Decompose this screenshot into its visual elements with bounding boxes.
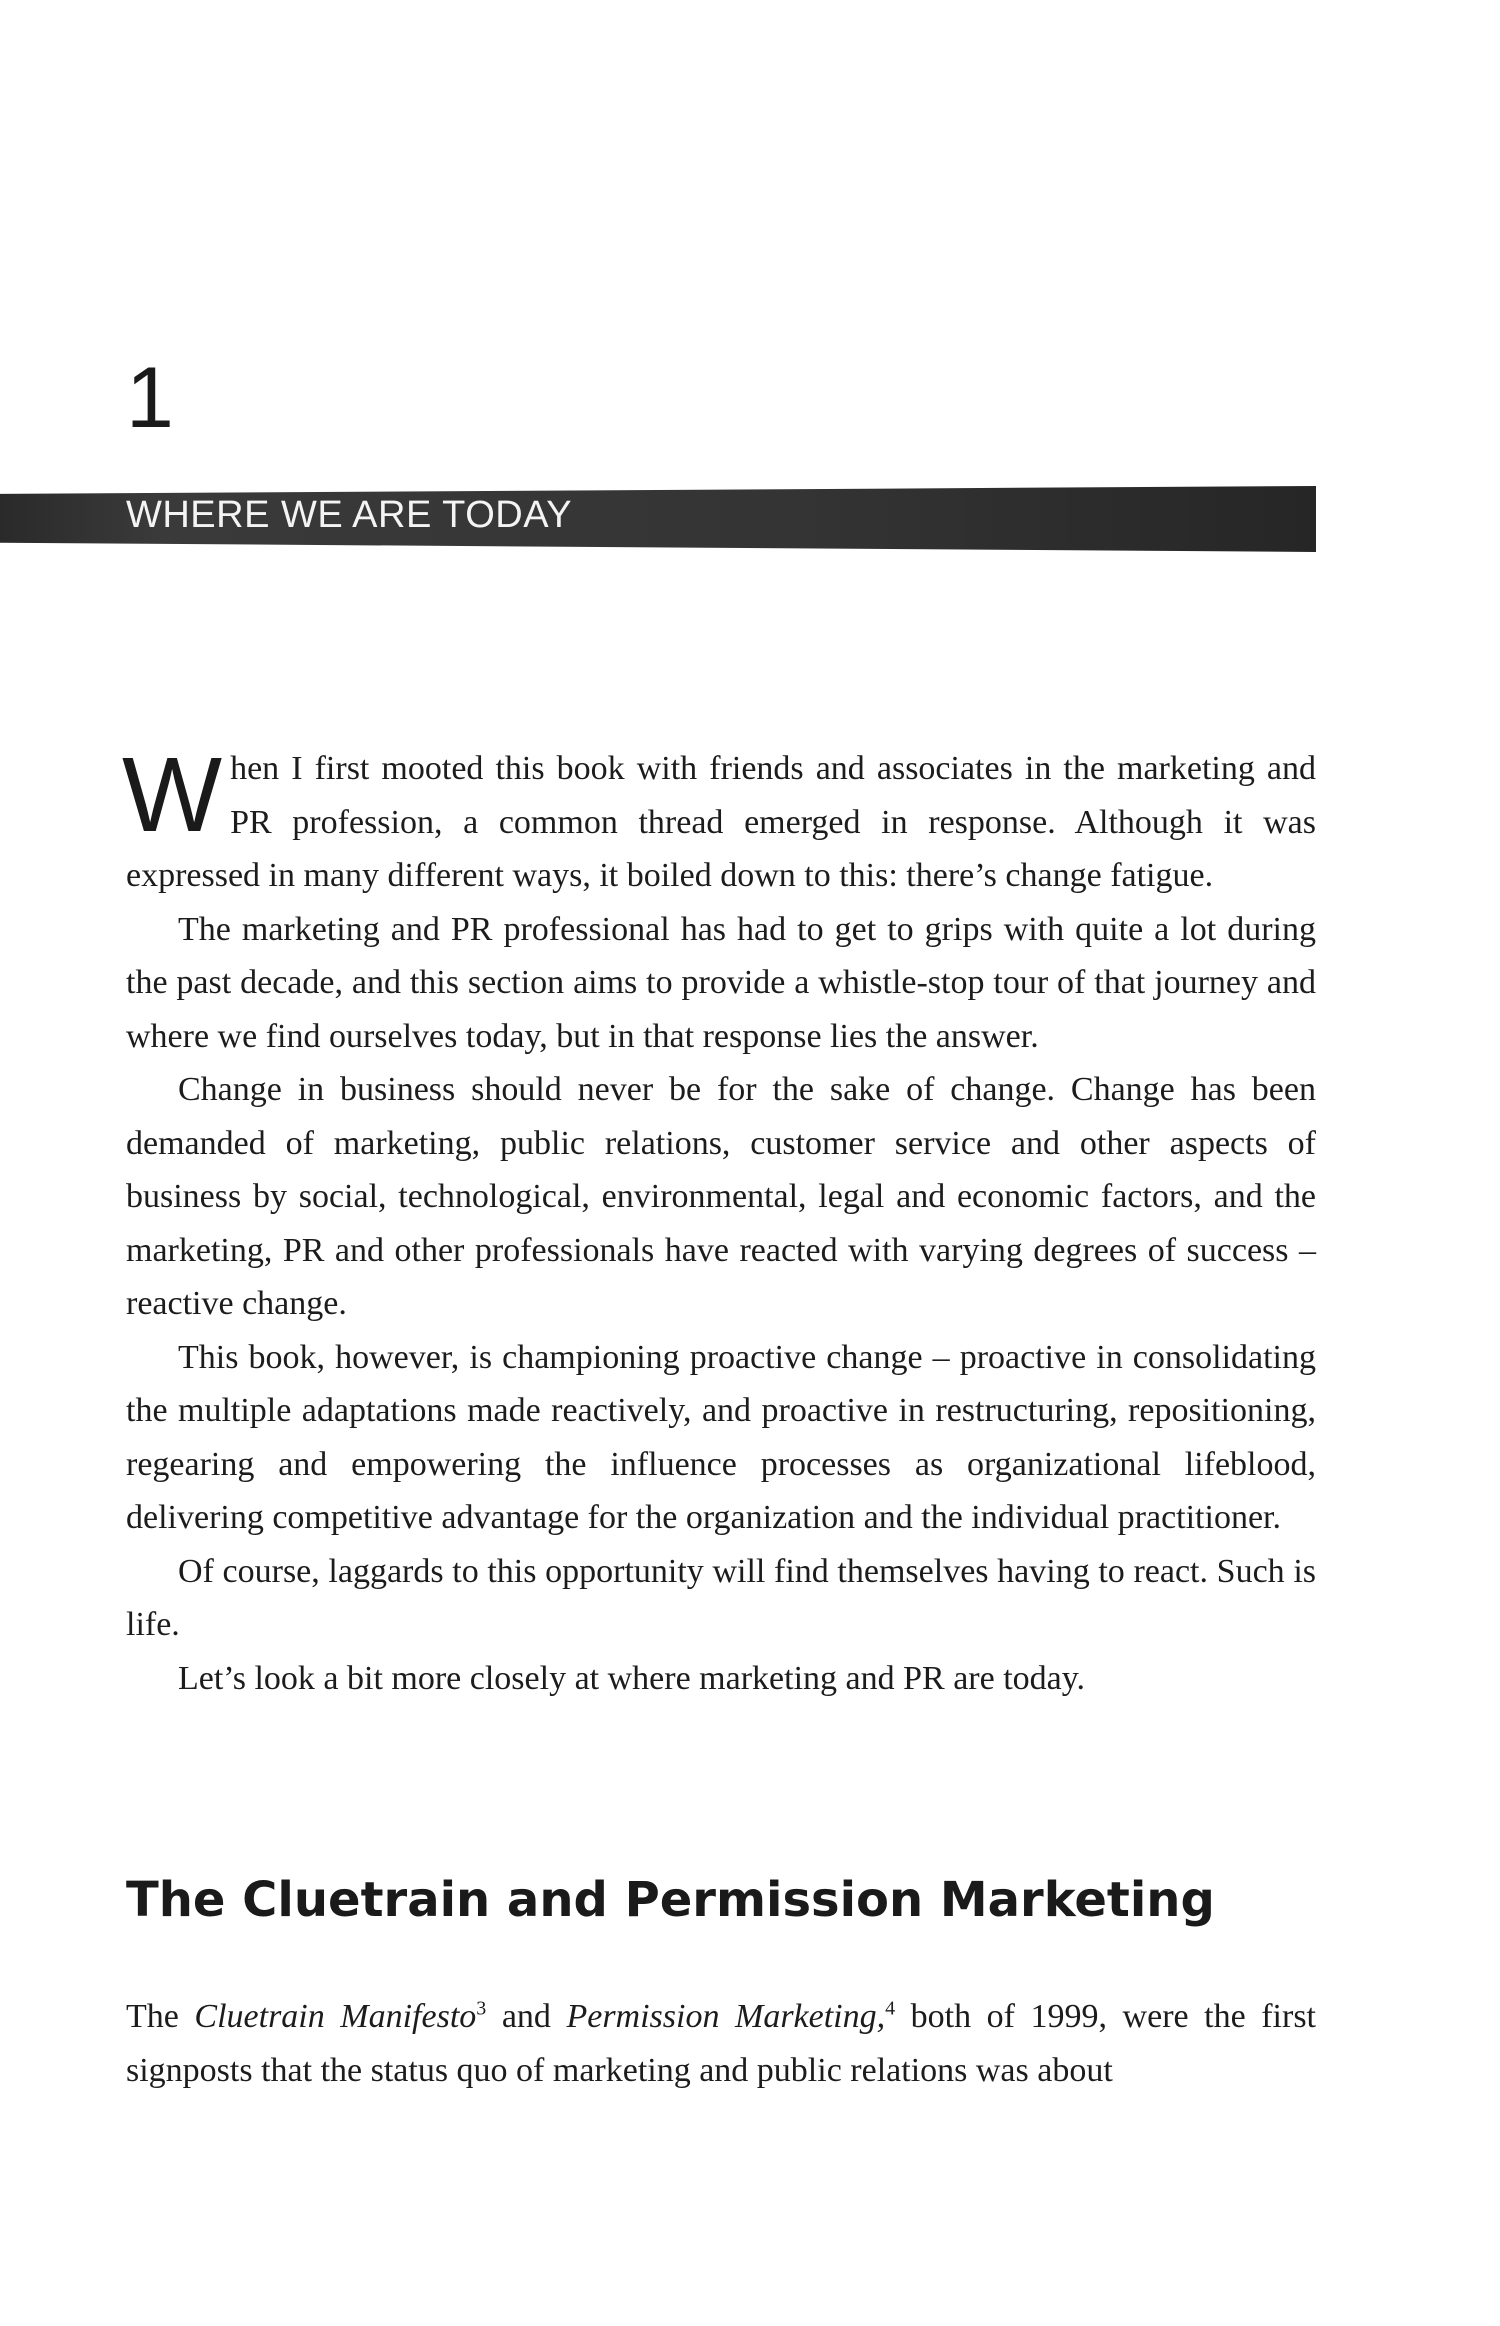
paragraph: This book, however, is championing proactive change – proactive in consolidating the multiple adaptations made reactively, and proactive in restructuring, repositioning, regearing and empowering the influence processes as organizational lifeblood, delivering competitive advantage for the organization and the individual practitioner. [126,1338,1316,1536]
drop-cap: W [122,736,223,854]
chapter-number: 1 [126,350,174,446]
paragraph: Change in business should never be for the sake of change. Change has been demanded of marketing, public relations, customer service and other aspects of business by social, technological, environmental, legal and economic factors, and the marketing, PR and other professionals have reacted with varying degrees of success – reactive change. [126,1071,1316,1322]
paragraph: The marketing and PR professional has had to get to grips with quite a lot during the past decade, and this section aims to provide a whistle-stop tour of that journey and where we find ourselves today, but in that response lies the answer. [126,910,1316,1055]
section-text-mid: and [486,1998,567,2035]
book-title-permission-marketing: Permission Marketing, [566,1998,886,2035]
paragraph: Of course, laggards to this opportunity will find themselves having to react. Such is life. [126,1552,1316,1643]
section-heading: The Cluetrain and Permission Marketing [126,1872,1215,1928]
section-text-start: The [126,1998,195,2035]
section-paragraph [126,1990,1316,2097]
section-text-end: both of 1999, were the first signposts that the status quo of marketing and public relations was about [126,1998,1316,2089]
footnote-ref-4: 4 [885,1997,896,2020]
chapter-body [122,736,1316,1705]
paragraph-text: hen I first mooted this book with friends and associates in the marketing and PR profession, a common thread emerged in response. Although it was expressed in many different ways, it boiled down to this: there’s change fatigue. [126,750,1316,894]
chapter-title: WHERE WE ARE TODAY [126,494,573,536]
book-title-cluetrain: Cluetrain Manifesto [194,1998,477,2035]
footnote-ref-3: 3 [476,1997,487,2020]
paragraph: Let’s look a bit more closely at where marketing and PR are today. [178,1659,1086,1697]
paragraph [122,736,1316,903]
